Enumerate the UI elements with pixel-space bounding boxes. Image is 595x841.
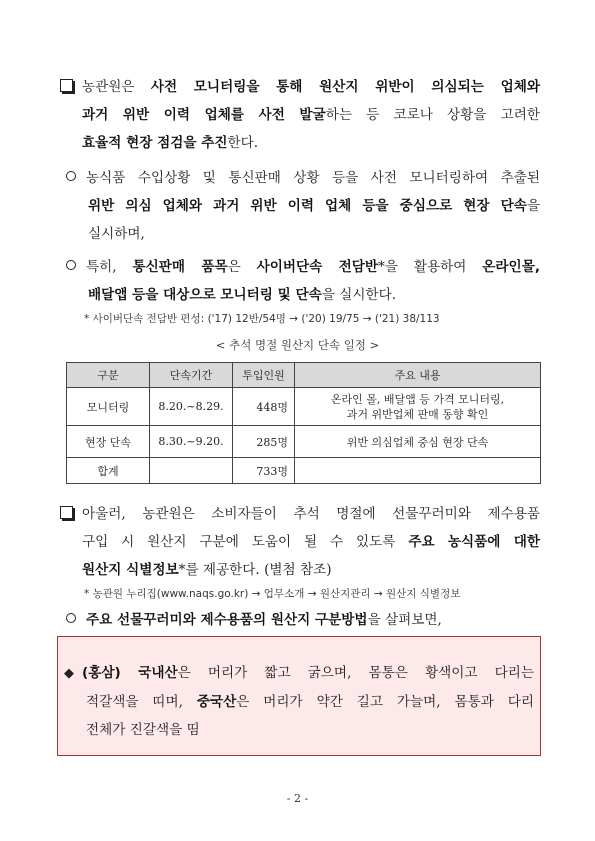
page-number: - 2 - bbox=[286, 792, 309, 805]
paragraph-2: 농식품 수입상황 및 통신판매 상황 등을 사전 모니터링하여 추출된 위반 의심 업체와 과거 위반 이력 업체 등을 중심으로 현장 단속을 실시하며, bbox=[66, 164, 540, 248]
square-bullet-icon bbox=[60, 79, 73, 92]
paragraph-5: 주요 선물꾸러미와 제수용품의 원산지 구분방법을 살펴보면, bbox=[66, 606, 540, 634]
circle-bullet-icon bbox=[66, 260, 76, 270]
header-content: 주요 내용 bbox=[295, 363, 541, 388]
diamond-bullet-icon: ◆ bbox=[64, 666, 74, 681]
table-total-row: 합계 733명 bbox=[67, 458, 541, 484]
header-period: 단속기간 bbox=[150, 363, 233, 388]
table-header-row bbox=[67, 363, 541, 388]
footnote-cyber-team: * 사이버단속 전담반 편성: ('17) 12반/54명 → ('20) 19/75 → ('21) 38/113 bbox=[84, 313, 440, 325]
paragraph-3: 특히, 통신판매 품목은 사이버단속 전담반*을 활용하여 온라인몰, 배달앱 등을 대상으로 모니터링 및 단속을 실시한다. bbox=[66, 253, 540, 309]
header-staff: 투입인원 bbox=[233, 363, 295, 388]
table-row: 현장 단속 8.30.~9.20. 285명 위반 의심업체 중심 현장 단속 bbox=[67, 426, 541, 458]
square-bullet-icon bbox=[60, 506, 73, 519]
ginseng-info-box: ◆ (홍삼) 국내산은 머리가 짧고 굵으며, 몸통은 황색이고 다리는 적갈색을 띠며, 중국산은 머리가 약간 길고 가늘며, 몸통과 다리 전체가 진갈색을 띰 bbox=[57, 636, 541, 756]
table-row: 모니터링 8.20.~8.29. 448명 온라인 몰, 배달앱 등 가격 모니터링, 과거 위반업체 판매 동향 확인 bbox=[67, 388, 541, 426]
paragraph-1: 농관원은 사전 모니터링을 통해 원산지 위반이 의심되는 업체와 과거 위반 이력 업체를 사전 발굴하는 등 코로나 상황을 고려한 효율적 현장 점검을 추진한다. bbox=[60, 73, 540, 157]
schedule-table bbox=[66, 362, 541, 484]
paragraph-4: 아울러, 농관원은 소비자들이 추석 명절에 선물꾸러미와 제수용품 구입 시 원산지 구분에 도움이 될 수 있도록 주요 농식품에 대한 원산지 식별정보*를 제공한다. (별첨 참조) bbox=[60, 500, 540, 584]
header-category: 구분 bbox=[67, 363, 150, 388]
circle-bullet-icon bbox=[66, 171, 76, 181]
table-caption: < 추석 명절 원산지 단속 일정 > bbox=[215, 338, 380, 352]
footnote-website: * 농관원 누리집(www.naqs.go.kr) → 업무소개 → 원산지관리 → 원산지 식별정보 bbox=[84, 588, 461, 600]
circle-bullet-icon bbox=[66, 613, 76, 623]
